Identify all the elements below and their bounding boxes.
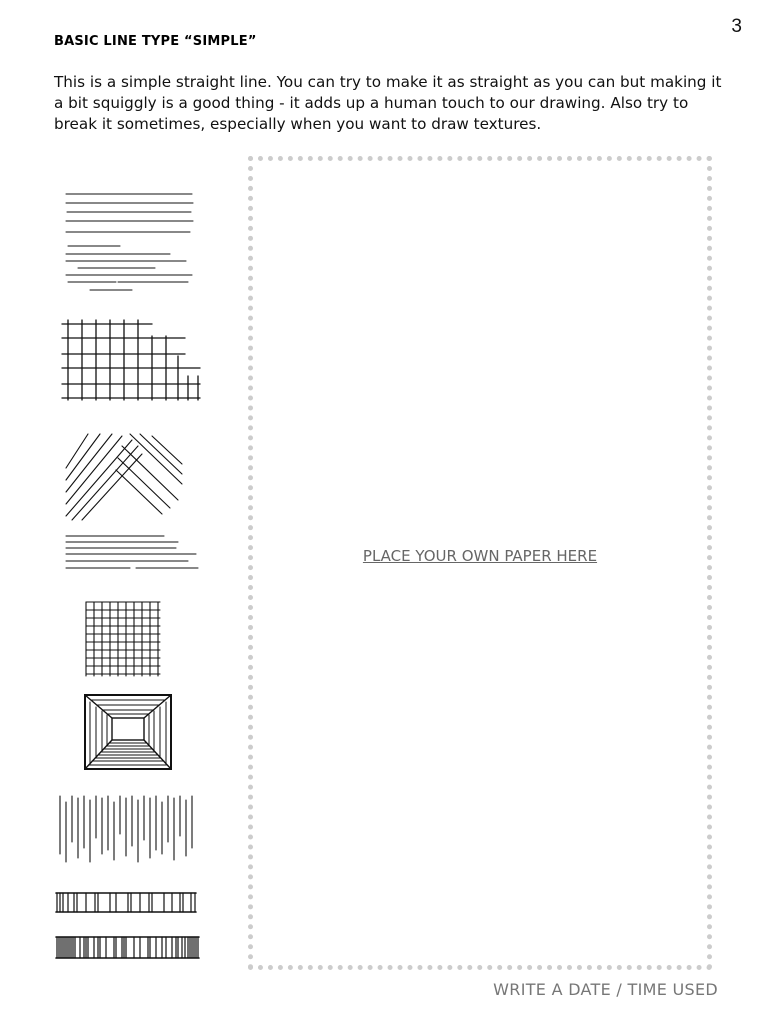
diagonal-lines-icon [60,428,205,576]
grid-steps-icon [60,316,205,406]
barcode-strip-dense-icon [54,934,202,962]
perspective-box-icon [82,692,174,772]
section-heading: BASIC LINE TYPE “SIMPLE” [54,34,257,49]
small-grid-icon [84,600,164,680]
paper-placeholder-label: PLACE YOUR OWN PAPER HERE [362,547,598,565]
intro-paragraph: This is a simple straight line. You can try to make it as straight as you can but making it a bit squiggly is a good thing - it adds up a human touch to our drawing. Also try to break it sometimes, especially when you want to draw textures. [54,73,722,133]
paper-placeholder-area [248,156,712,970]
page-number: 3 [731,16,742,37]
date-time-footer: WRITE A DATE / TIME USED [493,980,718,999]
barcode-strip-icon [54,890,199,916]
vertical-lines-icon [56,792,201,866]
horizontal-lines-icon [60,188,200,298]
